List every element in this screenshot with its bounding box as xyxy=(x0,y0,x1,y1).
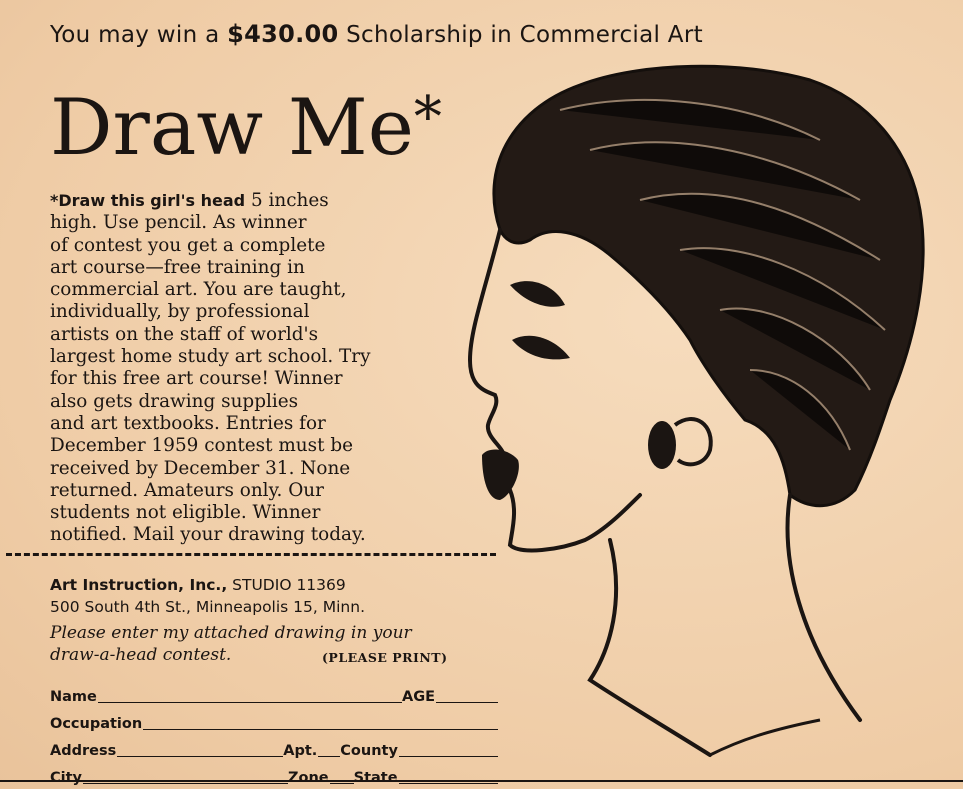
studio-number: STUDIO 11369 xyxy=(232,576,346,594)
name-field[interactable] xyxy=(98,688,402,703)
body-line: artists on the staff of world's xyxy=(50,323,319,345)
address-field[interactable] xyxy=(117,742,283,757)
body-line: for this free art course! Winner xyxy=(50,368,343,390)
body-line: 5 inches xyxy=(245,190,329,211)
address-label: Address xyxy=(50,743,117,759)
earring xyxy=(648,421,676,469)
company-address: 500 South 4th St., Minneapolis 15, Minn. xyxy=(50,598,366,616)
age-label: AGE xyxy=(401,689,435,705)
form-row-address xyxy=(50,732,498,759)
title-text: Draw Me xyxy=(50,83,414,173)
body-line: of contest you get a complete xyxy=(50,234,326,256)
neck-front xyxy=(590,540,710,755)
lips xyxy=(482,450,519,500)
body-line: notified. Mail your drawing today. xyxy=(50,524,366,546)
occupation-label: Occupation xyxy=(50,716,143,732)
girl-head-sketch-icon xyxy=(440,40,955,780)
coupon-cut-line xyxy=(6,553,496,556)
state-label: State xyxy=(353,770,398,786)
bottom-rule xyxy=(0,780,963,782)
body-line: largest home study art school. Try xyxy=(50,346,371,368)
name-label: Name xyxy=(50,689,97,705)
body-line: returned. Amateurs only. Our xyxy=(50,479,324,501)
form-row-occupation xyxy=(50,705,498,732)
county-label: County xyxy=(340,743,398,759)
apt-label: Apt. xyxy=(283,743,318,759)
body-line: art course—free training in xyxy=(50,256,305,278)
body-line: also gets drawing supplies xyxy=(50,390,299,412)
body-line: December 1959 contest must be xyxy=(50,435,353,457)
body-lead: *Draw this girl's head xyxy=(50,191,246,210)
city-label: City xyxy=(50,770,82,786)
headline-prefix: You may win a xyxy=(50,22,220,48)
eye xyxy=(510,281,565,307)
please-print-note: (PLEASE PRINT) xyxy=(322,650,448,665)
hair xyxy=(494,66,923,505)
face-profile xyxy=(470,230,640,550)
contest-description xyxy=(50,190,440,547)
body-line: individually, by professional xyxy=(50,301,310,323)
body-line: students not eligible. Winner xyxy=(50,502,321,524)
entry-request-line2: draw-a-head contest. xyxy=(50,645,232,665)
body-line: high. Use pencil. As winner xyxy=(50,212,307,234)
body-line: and art textbooks. Entries for xyxy=(50,412,326,434)
company-name: Art Instruction, Inc., xyxy=(50,576,228,594)
form-row-name xyxy=(50,678,498,705)
headline-suffix: Scholarship in Commercial Art xyxy=(346,22,703,48)
body-line: commercial art. You are taught, xyxy=(50,279,347,301)
body-line: received by December 31. None xyxy=(50,457,351,479)
page-title xyxy=(50,72,442,174)
zone-label: Zone xyxy=(288,770,329,786)
scholarship-amount: $430.00 xyxy=(227,20,339,48)
apt-field[interactable] xyxy=(318,742,340,757)
company-block xyxy=(50,574,365,618)
entry-form xyxy=(50,678,498,786)
neck-back xyxy=(788,495,860,720)
entry-request-line1: Please enter my attached drawing in your xyxy=(50,623,412,643)
title-asterisk: * xyxy=(413,85,442,150)
